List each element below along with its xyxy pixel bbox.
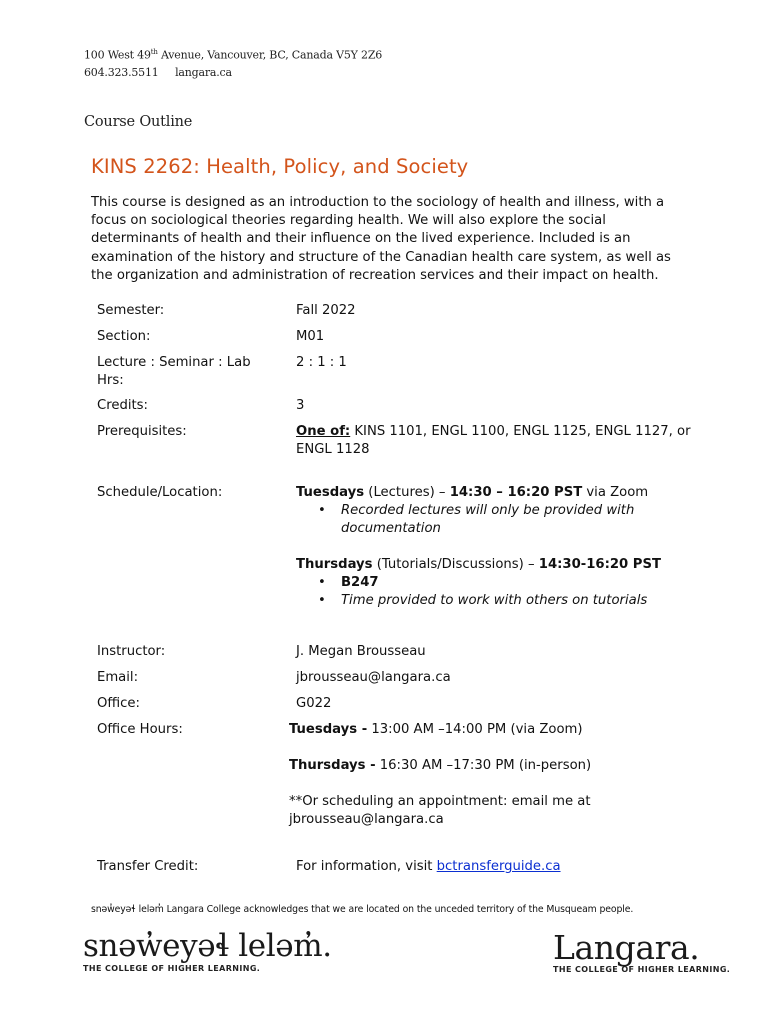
schedule-thu-type: (Tutorials/Discussions) – [372,557,539,572]
prerequisites-value [296,423,716,459]
hours-label-line1: Lecture : Seminar : Lab [97,355,251,370]
schedule-tue-type: (Lectures) – [364,485,450,500]
langara-logo [553,928,730,974]
logo-left-wordmark: snəw̓eyəɬ leləm̓. [83,928,332,964]
schedule-thu-time: 14:30-16:20 PST [538,557,661,572]
instructor-name: J. Megan Brousseau [296,644,426,659]
college-address [84,44,382,81]
bullet-icon: • [318,575,326,590]
bctransferguide-link[interactable]: bctransferguide.ca [436,859,561,874]
hours-value: 2 : 1 : 1 [296,355,347,370]
schedule-thursday [296,556,661,574]
schedule-tue-time: 14:30 – 16:20 PST [449,485,583,500]
logo-right-wordmark: Langara. [553,928,700,967]
instructor-label: Instructor: [97,644,166,659]
office-hours-tuesday [289,721,583,739]
address-street: 100 West 49 [84,48,151,62]
schedule-tue-day: Tuesdays [296,485,365,500]
office-hours-thu-day: Thursdays - [289,758,376,773]
email-label: Email: [97,670,139,685]
section-label: Section: [97,329,151,344]
snaweyal-lelam-logo [83,928,332,973]
office-hours-tue-time: 13:00 AM –14:00 PM (via Zoom) [367,722,583,737]
tue-bullet-text [341,502,681,538]
appointment-note [289,793,591,829]
course-description: This course is designed as an introduction to the sociology of health and illness, with a focus on sociological theories regarding health. We will also explore the social determinants of health and their influence on the lived experience. Included is an examination of the history and structure of the Canadian health care system, as well as the organization and administration of recreation services and their impact on health. [91,195,671,283]
logo-left-tagline: THE COLLEGE OF HIGHER LEARNING. [83,964,261,973]
bullet-icon: • [318,593,326,608]
document-type: Course Outline [84,114,193,130]
semester-value: Fall 2022 [296,303,356,318]
hours-label [97,354,251,390]
tue-bullet-line2: documentation [341,521,441,536]
transfer-credit-label: Transfer Credit: [97,859,199,874]
credits-value: 3 [296,398,305,413]
schedule-tuesday [296,484,648,502]
hours-label-line2: Hrs: [97,373,124,388]
credits-label: Credits: [97,398,148,413]
office-label: Office: [97,696,140,711]
appointment-line1: **Or scheduling an appointment: email me at [289,794,591,809]
schedule-thu-day: Thursdays [296,557,373,572]
office-hours-tue-day: Tuesdays - [289,722,368,737]
prereq-line1: KINS 1101, ENGL 1100, ENGL 1125, ENGL 1127, or [350,424,691,439]
section-value: M01 [296,329,325,344]
bullet-icon: • [318,503,326,518]
instructor-email: jbrousseau@langara.ca [296,670,451,685]
college-website: langara.ca [175,65,232,79]
course-title: KINS 2262: Health, Policy, and Society [91,155,469,178]
address-city: Avenue, Vancouver, BC, Canada V5Y 2Z6 [157,48,383,62]
office-hours-label: Office Hours: [97,722,183,737]
transfer-credit-value [296,858,561,876]
prerequisites-label: Prerequisites: [97,424,187,439]
college-phone: 604.323.5511 [84,65,159,79]
thu-room: B247 [341,575,379,590]
office-hours-thursday [289,757,591,775]
thu-note: Time provided to work with others on tutorials [341,593,648,608]
tue-bullet-line1: Recorded lectures will only be provided with [341,503,635,518]
land-acknowledgement: snəw̓eyəɬ leləm̓ Langara College acknowledges that we are located on the unceded territory of the Musqueam people. [91,904,634,915]
semester-label: Semester: [97,303,165,318]
prereq-prefix: One of: [296,424,351,439]
schedule-label: Schedule/Location: [97,485,223,500]
address-suffix: th [150,48,158,56]
office-value: G022 [296,696,332,711]
logo-right-tagline: THE COLLEGE OF HIGHER LEARNING. [553,965,731,974]
transfer-text: For information, visit [296,859,437,874]
appointment-line2: jbrousseau@langara.ca [289,812,444,827]
prereq-line2: ENGL 1128 [296,442,370,457]
office-hours-thu-time: 16:30 AM –17:30 PM (in-person) [375,758,592,773]
schedule-tue-location: via Zoom [582,485,649,500]
